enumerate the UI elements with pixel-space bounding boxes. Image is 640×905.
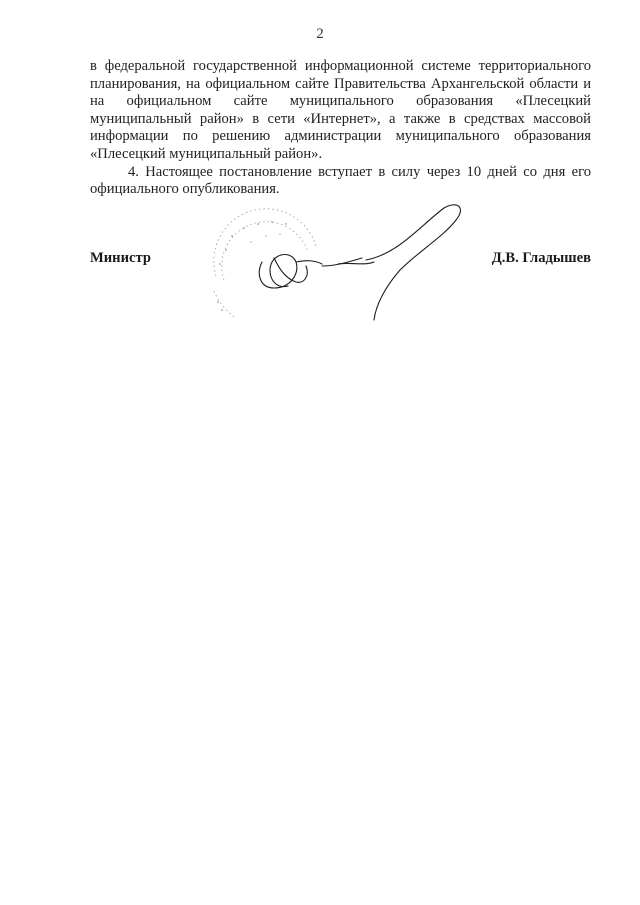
signatory-name: Д.В. Гладышев xyxy=(491,250,591,266)
paragraph-continuation: в федеральной государственной информационной системе территориального планирования, на официальном сайте Правительства Архангельской области и на официальном сайте муниципального образования «Плесецкий муниципальный район» в сети «Интернет», а также в средствах массовой информации по решению администрации муниципального образования «Плесецкий муниципальный район». xyxy=(90,58,591,162)
signatory-title: Министр xyxy=(90,250,151,266)
page-number: 2 xyxy=(316,26,324,42)
paragraph-effective-date: 4. Настоящее постановление вступает в силу через 10 дней со дня его официального опубликования. xyxy=(90,163,591,198)
document-body xyxy=(90,58,591,199)
signature-block xyxy=(90,250,591,270)
